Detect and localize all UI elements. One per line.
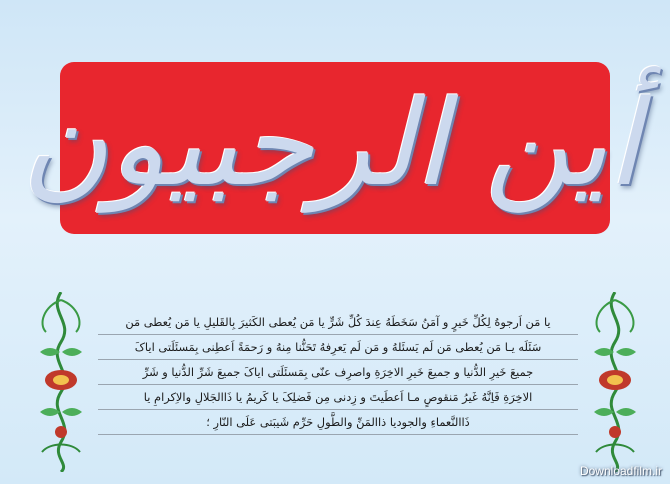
prayer-text: [98, 310, 578, 435]
prayer-line: سَئَلَه یـا مَن یُعطی مَن لَم یَسئَلهُ و مَن لَم یَعرِفهُ تَحَنُّنا مِنهُ و رَحمَةً اَعطِنی بِمَسئَلَتی ایاکَ: [98, 335, 578, 360]
calligraphy-title: أین الرجبیون: [21, 74, 640, 212]
prayer-line: الاخِرَةِ فَاِنَّهُ غَیرُ مَنقوصٍ مـا اَعطَیتَ و زِدنی مِن فَضلِکَ یا کَریمُ یا ذَاالجَلالِ والاِکرامِ یا: [98, 385, 578, 410]
crescent-moon-icon: [244, 112, 306, 174]
watermark: Downloadfilm.ir: [579, 464, 662, 478]
prayer-line: ذَاالنَّعماءِ والجودیا ذاالمَنِّ والطَّولِ حَرِّم شَیبَتی عَلَی النّارِ ؛: [98, 410, 578, 435]
prayer-line: یا مَن اَرجوهُ لِکُلِّ خَیرٍ و آمَنُ سَخَطَهُ عِندَ کُلِّ شَرٍّ یا مَن یُعطی الکَثیرَ بِالقَلیلِ یا مَن یُعطی مَن: [98, 310, 578, 335]
floral-ornament-icon: [584, 292, 646, 472]
floral-ornament-icon: [30, 292, 92, 472]
prayer-line: جمیعَ خَیرِ الدُّنیا و جمیعَ خَیرِ الاخِرَةِ واصرِف عنّی بِمَسئَلَتی ایاکَ جمیعَ شَرِّ الدُّنیا و شَرِّ: [98, 360, 578, 385]
